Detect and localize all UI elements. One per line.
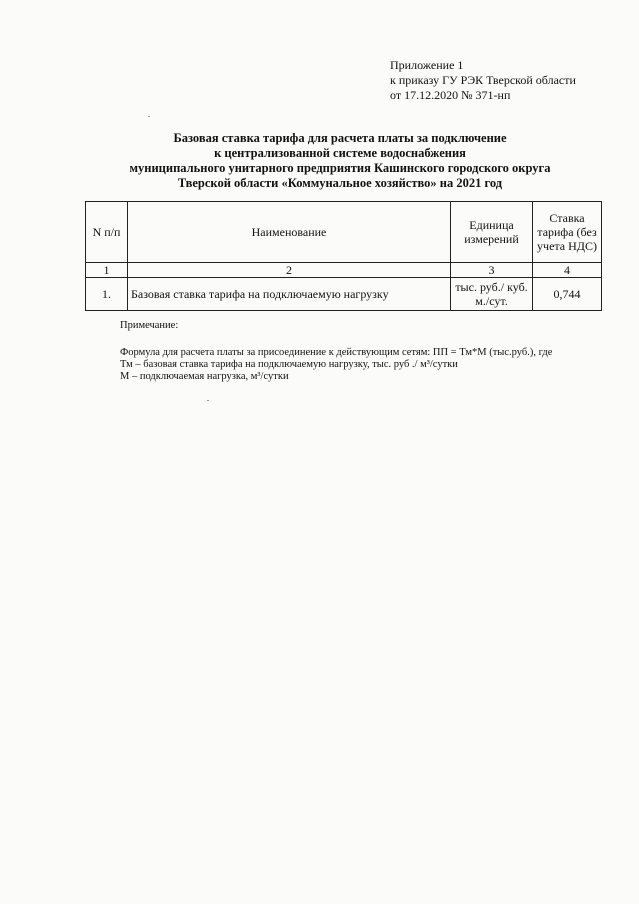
row-unit: тыс. руб./ куб. м./сут.: [451, 278, 533, 311]
column-number: 2: [128, 263, 451, 278]
header-rate: Ставка тарифа (без учета НДС): [533, 202, 602, 263]
appendix-number: Приложение 1: [390, 58, 464, 72]
header-unit: Единица измерений: [451, 202, 533, 263]
title-line-2: к централизованной системе водоснабжения: [214, 146, 466, 160]
title-line-4: Тверской области «Коммунальное хозяйство» на 2021 год: [177, 176, 503, 190]
appendix-date: от 17.12.2020 № 371-нп: [390, 88, 511, 102]
formula-line: Формула для расчета платы за присоединение к действующим сетям: ПП = Тм*М (тыс.руб.), где: [120, 347, 553, 358]
scan-speck: [148, 116, 150, 117]
row-name: Базовая ставка тарифа на подключаемую нагрузку: [128, 278, 451, 311]
row-num: 1.: [86, 278, 128, 311]
tariff-table: [85, 201, 602, 311]
header-name: Наименование: [128, 202, 451, 263]
appendix-order: к приказу ГУ РЭК Тверской области: [390, 73, 576, 87]
document-title: [60, 131, 620, 191]
column-number: 4: [533, 263, 602, 278]
column-number: 1: [86, 263, 128, 278]
m-definition: М – подключаемая нагрузка, м³/сутки: [120, 371, 289, 382]
notes-block: [120, 347, 552, 383]
row-rate: 0,744: [533, 278, 602, 311]
tm-definition: Тм – базовая ставка тарифа на подключаемую нагрузку, тыс. руб ./ м³/сутки: [120, 359, 458, 370]
scan-speck: [207, 400, 209, 401]
header-num: N п/п: [86, 202, 128, 263]
column-numbers-row: [86, 263, 602, 278]
notes-label: Примечание:: [120, 320, 179, 331]
title-line-1: Базовая ставка тарифа для расчета платы за подключение: [173, 131, 507, 145]
table-header-row: [86, 202, 602, 263]
title-line-3: муниципального унитарного предприятия Кашинского городского округа: [129, 161, 551, 175]
appendix-reference: [390, 58, 576, 103]
table-row: [86, 278, 602, 311]
column-number: 3: [451, 263, 533, 278]
